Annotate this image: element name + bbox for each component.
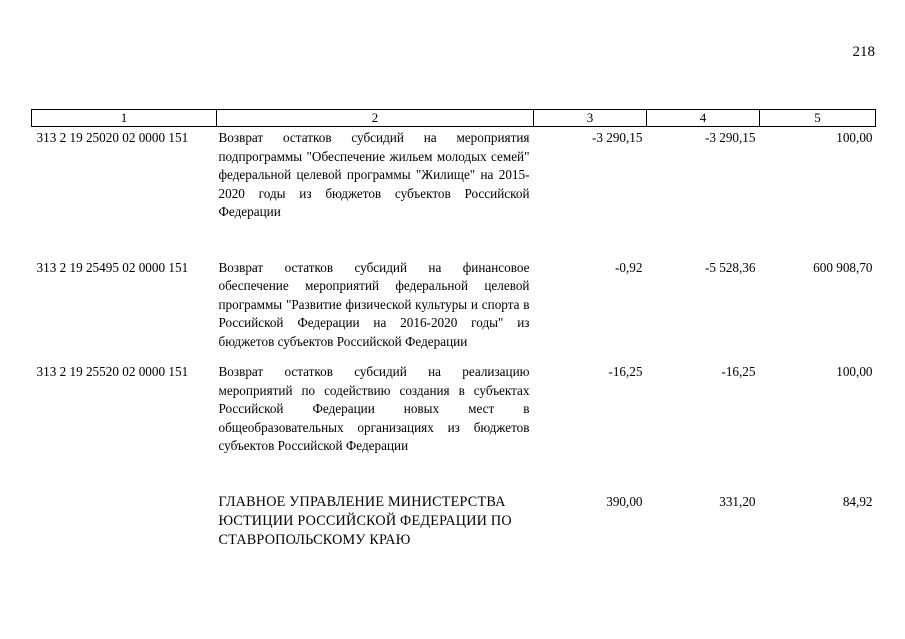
col4-value: -3 290,15 [704,130,756,145]
table-row-heading [32,493,876,550]
table-row [32,361,876,493]
budget-code [32,493,217,550]
item-name: Возврат остатков субсидий на мероприятия подпрограммы "Обеспечение жильем молодых семей" федеральной целевой программы "Жилище" на 2015-2020 годы из бюджетов субъектов Российской Федерации [218,130,530,219]
col3-value: -16,25 [608,364,643,379]
item-name: Возврат остатков субсидий на реализацию мероприятий по содействию создания в субъектах Российской Федерации новых мест в общеобразовательных организациях из бюджетов субъектов Российской Федерации [218,364,530,453]
col3-value: -3 290,15 [591,130,643,145]
col4-value: -5 528,36 [704,259,756,275]
header-row [32,110,876,127]
col5-value: 100,00 [836,364,873,379]
col5-value: 100,00 [836,130,873,145]
table-header [32,110,876,127]
budget-table [31,109,876,550]
table-row [32,127,876,257]
item-name: Возврат остатков субсидий на финансовое обеспечение мероприятий федеральной целевой программы "Развитие физической культуры и спорта в Российской Федерации на 2016-2020 годы" из бюджетов субъектов Российской Федерации [218,259,530,349]
col4-value: 331,20 [719,493,756,509]
col5-value: 600 908,70 [813,259,873,275]
header-col-4: 4 [647,110,760,127]
header-col-3: 3 [534,110,647,127]
col5-value: 84,92 [842,493,873,509]
budget-code: 313 2 19 25020 02 0000 151 [36,130,189,145]
budget-code: 313 2 19 25495 02 0000 151 [36,259,189,275]
budget-code: 313 2 19 25520 02 0000 151 [36,364,189,379]
col3-value: -0,92 [615,259,643,275]
header-col-1: 1 [32,110,217,127]
page-number: 218 [852,44,875,60]
header-col-2: 2 [217,110,534,127]
col3-value: 390,00 [606,493,643,509]
table-body [32,127,876,550]
table-row [32,257,876,362]
col4-value: -16,25 [721,364,756,379]
agency-heading: ГЛАВНОЕ УПРАВЛЕНИЕ МИНИСТЕРСТВА ЮСТИЦИИ РОССИЙСКОЙ ФЕДЕРАЦИИ ПО СТАВРОПОЛЬСКОМУ КРАЮ [218,493,512,548]
header-col-5: 5 [760,110,876,127]
